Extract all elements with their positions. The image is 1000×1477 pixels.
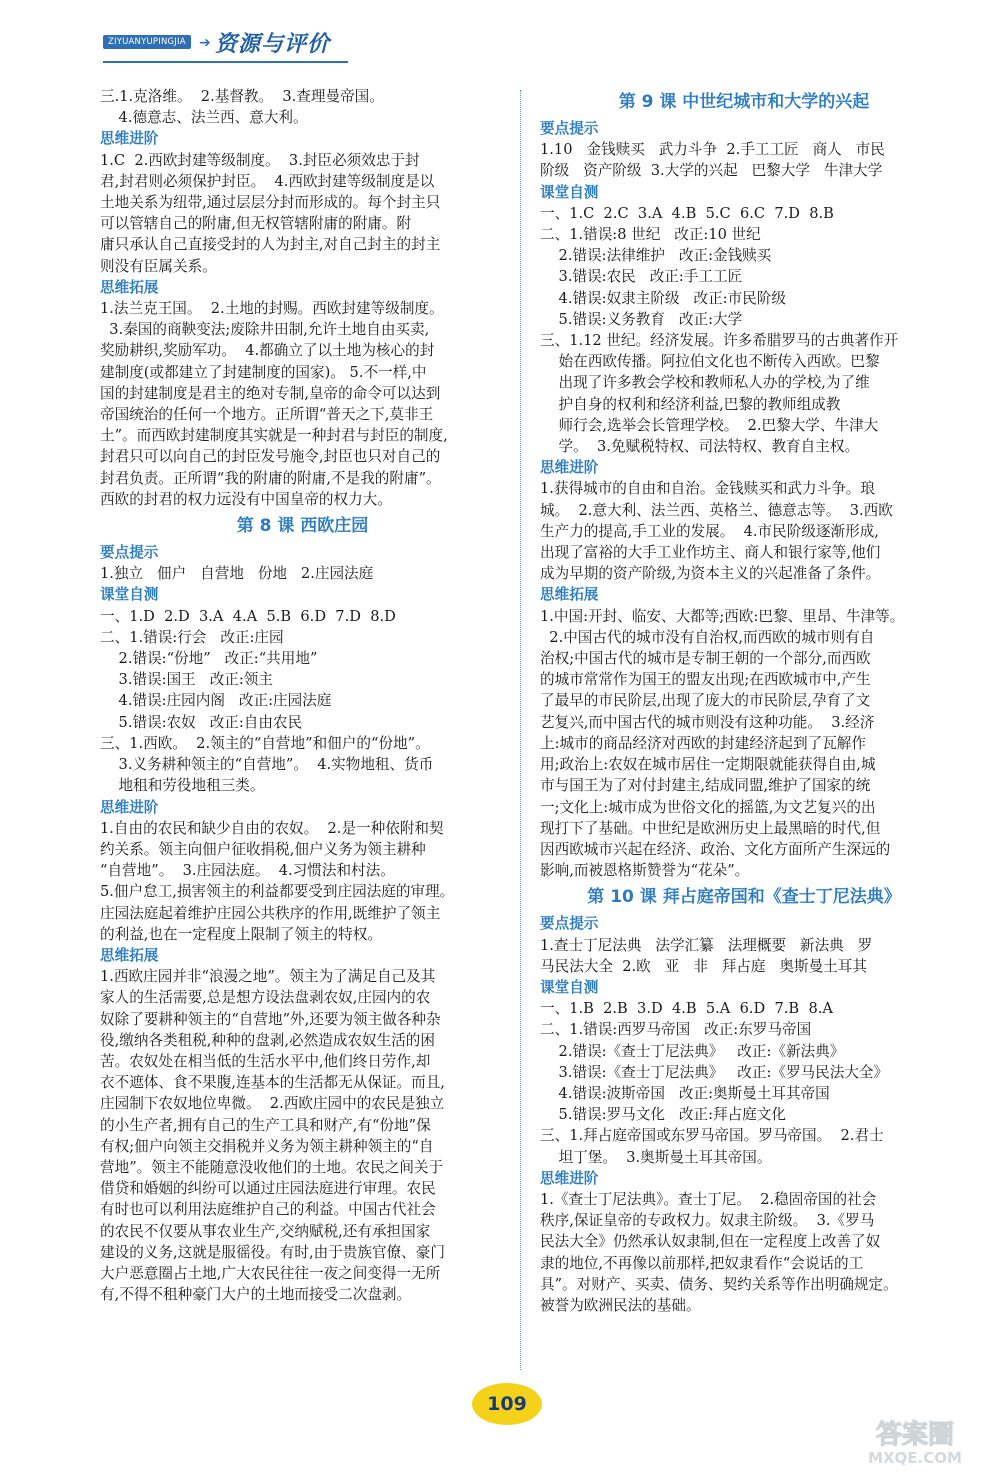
section-heading: 思维进阶 xyxy=(540,1169,599,1187)
text-line: 阶级 资产阶级 3.大学的兴起 巴黎大学 牛津大学 xyxy=(540,162,883,180)
text-line: 庄园法庭起着维护庄园公共秩序的作用,既维护了领主 xyxy=(100,904,441,922)
text-line: 三、1.西欧。 2.领主的“自营地”和佃户的“份地”。 xyxy=(100,734,430,752)
text-line: 生产力的提高,手工业的发展。 4.市民阶级逐渐形成, xyxy=(540,522,879,540)
section-heading: 课堂自测 xyxy=(540,978,599,996)
header-brand xyxy=(103,26,363,60)
text-line: 3.错误:国王 改正:领主 xyxy=(100,671,273,689)
text-line: 5.错误:农奴 改正:自由农民 xyxy=(100,713,303,731)
section-heading: 课堂自测 xyxy=(100,586,159,604)
text-line: 3.错误:《查士丁尼法典》 改正:《罗马民法大全》 xyxy=(540,1063,889,1081)
text-line: 借贷和婚姻的纠纷可以通过庄园法庭进行审理。农民 xyxy=(100,1180,436,1198)
text-line: 1.《查士丁尼法典》。查士丁尼。 2.稳固帝国的社会 xyxy=(540,1190,877,1208)
text-line: 2.错误:法律维护 改正:金钱赎买 xyxy=(540,247,772,265)
text-line: 苦。农奴处在相当低的生活水平中,他们终日劳作,却 xyxy=(100,1052,431,1070)
watermark-top-text: 答案圈 xyxy=(875,1420,955,1450)
text-line: 建制度(或都建立了封建制度的国家)。 5.不一样,中 xyxy=(100,363,427,381)
text-line: 1.中国:开封、临安、大都等;西欧:巴黎、里昂、牛津等。 xyxy=(540,607,905,625)
text-line: 一、1.D 2.D 3.A 4.A 5.B 6.D 7.D 8.D xyxy=(100,607,396,625)
section-heading: 要点提示 xyxy=(100,544,159,562)
page-number-badge xyxy=(472,1383,542,1425)
text-line: 二、1.错误:行会 改正:庄园 xyxy=(100,628,284,646)
text-line: 3.错误:农民 改正:手工工匠 xyxy=(540,268,743,286)
header-underline xyxy=(103,61,348,63)
text-line: 影响,而被恩格斯赞誉为“花朵”。 xyxy=(540,862,750,880)
section-heading: 思维进阶 xyxy=(100,130,159,148)
text-line: 国的封建制度是君主的绝对专制,皇帝的命令可以达到 xyxy=(100,384,441,402)
text-line: 可以管辖自己的附庸,但无权管辖附庸的附庸。附 xyxy=(100,215,412,233)
text-line: 有,不得不租种豪门大户的土地而接受二次盘剥。 xyxy=(100,1286,412,1304)
text-line: 成为早期的资产阶级,为资本主义的兴起准备了条件。 xyxy=(540,565,881,583)
text-line: 民法大全》仍然承认奴隶制,但在一定程度上改善了奴 xyxy=(540,1233,881,1251)
text-line: 1.自由的农民和缺少自由的农奴。 2.是一种依附和契 xyxy=(100,819,444,837)
text-line: 庄园制下农奴地位卑微。 2.西欧庄园中的农民是独立 xyxy=(100,1095,445,1113)
text-line: 4.错误:奴隶主阶级 改正:市民阶级 xyxy=(540,289,786,307)
text-line: 奖励耕织,奖励军功。 4.都确立了以土地为核心的封 xyxy=(100,342,435,360)
text-line: 1.独立 佃户 自营地 份地 2.庄园法庭 xyxy=(100,565,374,583)
text-line: 护自身的权利和经济利益,巴黎的教师组成教 xyxy=(540,395,841,413)
watermark-bottom-text: MXQE.COM xyxy=(868,1449,962,1467)
text-line: 出现了富裕的大手工业作坊主、商人和银行家等,他们 xyxy=(540,544,881,562)
text-line: 5.错误:义务教育 改正:大学 xyxy=(540,310,743,328)
text-line: 5.错误:罗马文化 改正:拜占庭文化 xyxy=(540,1106,786,1124)
text-line: 地租和劳役地租三类。 xyxy=(100,777,265,795)
page-number: 109 xyxy=(487,1393,527,1415)
text-line: 现打下了基础。中世纪是欧洲历史上最黑暗的时代,但 xyxy=(540,819,881,837)
text-line: 治权;中国古代的城市是专制王朝的一个部分,而西欧 xyxy=(540,650,871,668)
text-line: 1.C 2.西欧封建等级制度。 3.封臣必须效忠于封 xyxy=(100,151,420,169)
text-line: 用;政治上:农奴在城市居住一定期限就能获得自由,城 xyxy=(540,756,876,774)
text-line: 1.西欧庄园并非“浪漫之地”。领主为了满足自己及其 xyxy=(100,968,436,986)
text-line: 的小生产者,拥有自己的生产工具和财产,有“份地”保 xyxy=(100,1116,431,1134)
text-line: 营地”。领主不能随意没收他们的土地。农民之间关于 xyxy=(100,1158,444,1176)
text-line: 1.法兰克王国。 2.土地的封赐。西欧封建等级制度。 xyxy=(100,300,444,318)
text-line: 则没有臣属关系。 xyxy=(100,257,217,275)
section-heading: 思维拓展 xyxy=(100,946,159,964)
brand-title: 资源与评价 xyxy=(215,32,331,57)
text-line: 约关系。领主向佃户征收捐税,佃户义务为领主耕种 xyxy=(100,840,426,858)
text-line: 秩序,保证皇帝的专政权力。奴隶主阶级。 3.《罗马 xyxy=(540,1212,875,1230)
text-line: 1.10 金钱赎买 武力斗争 2.手工工匠 商人 市民 xyxy=(540,141,885,159)
text-line: 4.错误:庄园内阁 改正:庄园法庭 xyxy=(100,692,332,710)
text-line: 有权;佃户向领主交捐税并义务为领主耕种领主的“自 xyxy=(100,1137,434,1155)
text-line: 2.错误:《查士丁尼法典》 改正:《新法典》 xyxy=(540,1042,845,1060)
text-line: 大户恶意圈占土地,广大农民往往一夜之间变得一无所 xyxy=(100,1264,441,1282)
text-line: 有时也可以利用法庭维护自己的利益。中国古代社会 xyxy=(100,1201,436,1219)
text-line: 马民法大全 2.欧 亚 非 拜占庭 奥斯曼土耳其 xyxy=(540,957,867,975)
text-line: 役,缴纳各类租税,种种的盘剥,必然造成农奴生活的困 xyxy=(100,1031,435,1049)
text-line: 一、1.C 2.C 3.A 4.B 5.C 6.C 7.D 8.B xyxy=(540,204,834,222)
text-line: 西欧的封君的权力远没有中国皇帝的权力大。 xyxy=(100,490,392,508)
arrow-icon: ➔ xyxy=(199,35,211,51)
text-line: 一、1.B 2.B 3.D 4.B 5.A 6.D 7.B 8.A xyxy=(540,1000,833,1018)
section-heading: 要点提示 xyxy=(540,915,599,933)
text-line: 上:城市的商品经济对西欧的封建经济起到了瓦解作 xyxy=(540,734,866,752)
text-line: 家人的生活需要,总是想方设法盘剥农奴,庄园内的农 xyxy=(100,989,431,1007)
text-line: 具”。对财产、买卖、债务、契约关系等作出明确规定。 xyxy=(540,1275,898,1293)
section-heading: 思维进阶 xyxy=(540,459,599,477)
text-line: 学。 3.免赋税特权、司法特权、教育自主权。 xyxy=(540,438,860,456)
text-line: 土”。而西欧封建制度其实就是一种封君与封臣的制度, xyxy=(100,427,448,445)
text-line: 建设的义务,这就是服徭役。有时,由于贵族官僚、豪门 xyxy=(100,1243,445,1261)
section-heading: 要点提示 xyxy=(540,120,599,137)
text-line: 奴除了要耕种领主的“自营地”外,还要为领主做各种杂 xyxy=(100,1010,441,1028)
text-line: 1.查士丁尼法典 法学汇纂 法理概要 新法典 罗 xyxy=(540,936,873,954)
text-line: 帝国统治的任何一个地方。正所谓“普天之下,莫非王 xyxy=(100,406,434,424)
left-column xyxy=(100,86,505,1305)
text-line: 庸只承认自己直接受封的人为封主,对自己封主的封主 xyxy=(100,236,441,254)
text-line: 城。 2.意大利、法兰西、英格兰、德意志等。 3.西欧 xyxy=(540,501,893,519)
text-line: 三.1.克洛维。 2.基督教。 3.查理曼帝国。 xyxy=(100,88,384,105)
text-line: 艺复兴,而中国古代的城市则没有这种功能。 3.经济 xyxy=(540,713,875,731)
section-heading: 思维拓展 xyxy=(540,586,599,604)
text-line: 二、1.错误:8 世纪 改正:10 世纪 xyxy=(540,226,761,244)
section-heading: 课堂自测 xyxy=(540,183,599,201)
section-heading: 思维拓展 xyxy=(100,278,159,296)
brand-pinyin: ZIYUANYUPINGJIA xyxy=(103,35,191,49)
text-line: 师行会,选举会长管理学校。 2.巴黎大学、牛津大 xyxy=(540,416,879,434)
text-line: 的城市常常作为国王的盟友出现;在西欧城市中,产生 xyxy=(540,671,871,689)
text-line: 一;文化上:城市成为世俗文化的摇篮,为文艺复兴的出 xyxy=(540,798,876,816)
text-line: 3.秦国的商鞅变法;废除井田制,允许土地自由买卖, xyxy=(100,321,430,339)
text-line: 4.错误:波斯帝国 改正:奥斯曼土耳其帝国 xyxy=(540,1084,830,1102)
text-line: 被誉为欧洲民法的基础。 xyxy=(540,1296,701,1314)
text-line: 三、1.12 世纪。经济发展。许多希腊罗马的古典著作开 xyxy=(540,332,899,350)
lesson-title: 第 9 课 中世纪城市和大学的兴起 xyxy=(618,92,870,112)
text-line: 隶的地位,不再像以前那样,把奴隶看作“会说话的工 xyxy=(540,1254,864,1272)
text-line: 土地关系为纽带,通过层层分封而形成的。每个封主只 xyxy=(100,194,441,212)
text-line: 君,封君则必须保护封臣。 4.西欧封建等级制度是以 xyxy=(100,172,435,190)
text-line: 2.错误:“份地” 改正:“共用地” xyxy=(100,650,318,668)
section-heading: 思维进阶 xyxy=(100,798,159,816)
text-line: 了最早的市民阶层,出现了庞大的市民阶层,孕育了文 xyxy=(540,692,871,710)
text-line: 坦丁堡。 3.奥斯曼土耳其帝国。 xyxy=(540,1148,772,1166)
text-line: 4.德意志、法兰西、意大利。 xyxy=(100,109,308,127)
text-line: 三、1.拜占庭帝国或东罗马帝国。罗马帝国。 2.君士 xyxy=(540,1127,884,1145)
text-line: “自营地”。 3.庄园法庭。 4.习惯法和村法。 xyxy=(100,862,395,880)
watermark-logo xyxy=(845,1415,985,1467)
text-line: 1.获得城市的自由和自治。金钱赎买和武力斗争。琅 xyxy=(540,480,875,498)
text-line: 5.佃户怠工,损害领主的利益都要受到庄园法庭的审理。 xyxy=(100,883,455,901)
lesson-title: 第 8 课 西欧庄园 xyxy=(236,516,369,537)
right-column xyxy=(540,86,948,1316)
text-line: 3.义务耕种领主的“自营地”。 4.实物地租、货币 xyxy=(100,756,434,774)
text-line: 始在西欧传播。阿拉伯文化也不断传入西欧。巴黎 xyxy=(540,353,880,371)
text-line: 二、1.错误:西罗马帝国 改正:东罗马帝国 xyxy=(540,1021,812,1039)
lesson-title: 第 10 课 拜占庭帝国和《查士丁尼法典》 xyxy=(587,887,901,908)
text-line: 封君负责。正所谓“我的附庸的附庸,不是我的附庸”。 xyxy=(100,469,441,487)
text-line: 2.中国古代的城市没有自治权,而西欧的城市则有自 xyxy=(540,628,875,646)
text-line: 出现了许多教会学校和教师私人办的学校,为了维 xyxy=(540,374,870,392)
text-line: 市与国王为了对付封建主,结成同盟,维护了国家的统 xyxy=(540,777,871,795)
text-line: 的利益,也在一定程度上限制了领主的特权。 xyxy=(100,925,382,943)
text-line: 衣不遮体、食不果腹,连基本的生活都无从保证。而且, xyxy=(100,1074,445,1092)
column-divider xyxy=(520,90,521,1370)
text-line: 封君只可以向自己的封臣发号施令,封臣也只对自己的 xyxy=(100,448,441,466)
text-line: 因西欧城市兴起在经济、政治、文化方面所产生深远的 xyxy=(540,840,891,858)
text-line: 的农民不仅要从事农业生产,交纳赋税,还有承担国家 xyxy=(100,1222,431,1240)
